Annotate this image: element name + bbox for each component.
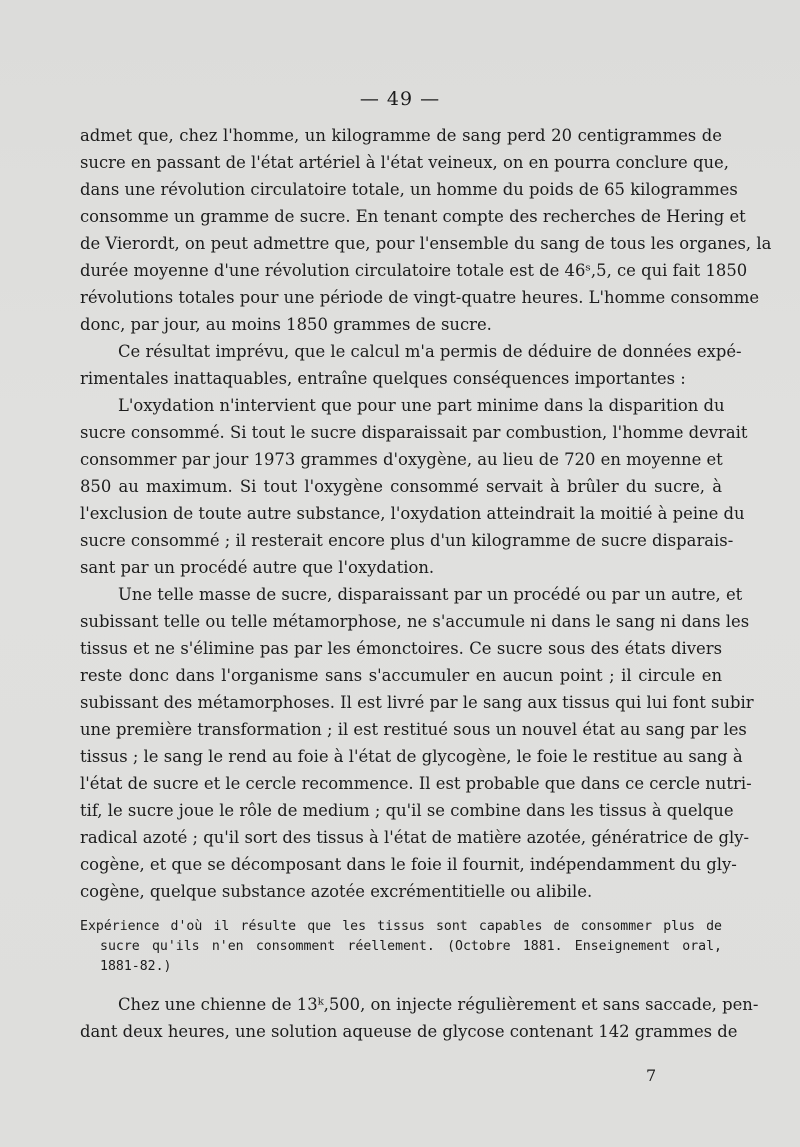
text-line: durée moyenne d'une révolution circulatoire totale est de 46ˢ,5, ce qui fait 1850	[80, 261, 748, 280]
text-line: cogène, et que se décomposant dans le foie il fournit, indépendamment du gly-	[80, 855, 737, 874]
page-body	[80, 122, 772, 1045]
text-line: L'oxydation n'intervient que pour une part minime dans la disparition du	[118, 396, 725, 415]
text-line: de Vierordt, on peut admettre que, pour l'ensemble du sang de tous les organes, la	[80, 234, 772, 253]
text-line: l'état de sucre et le cercle recommence. Il est probable que dans ce cercle nutri-	[80, 774, 752, 793]
paragraph	[80, 392, 748, 581]
text-line: sucre consommé. Si tout le sucre disparaissait par combustion, l'homme devrait	[80, 423, 748, 442]
text-line: sant par un procédé autre que l'oxydation.	[80, 558, 435, 577]
heading-line: 1881-82.)	[100, 959, 172, 974]
text-line: rimentales inattaquables, entraîne quelques conséquences importantes :	[80, 369, 686, 388]
heading-line: Expérience d'où il résulte que les tissus sont capables de consommer plus de	[80, 919, 722, 934]
section-heading	[80, 917, 722, 977]
text-line: tissus et ne s'élimine pas par les émonctoires. Ce sucre sous des états divers	[80, 639, 722, 658]
text-line: sucre en passant de l'état artériel à l'état veineux, on en pourra conclure que,	[80, 153, 729, 172]
text-line: révolutions totales pour une période de vingt-quatre heures. L'homme consomme	[80, 288, 760, 307]
text-line: dant deux heures, une solution aqueuse de glycose contenant 142 grammes de	[80, 1022, 738, 1041]
heading-line: sucre qu'ils n'en consomment réellement. (Octobre 1881. Enseignement oral,	[100, 939, 722, 954]
paragraph	[80, 991, 759, 1045]
text-line: l'exclusion de toute autre substance, l'oxydation atteindrait la moitié à peine du	[80, 504, 745, 523]
text-line: tissus ; le sang le rend au foie à l'état de glycogène, le foie le restitue au sang à	[80, 747, 743, 766]
text-line: donc, par jour, au moins 1850 grammes de sucre.	[80, 315, 492, 334]
text-line: Ce résultat imprévu, que le calcul m'a permis de déduire de données expé-	[118, 342, 742, 361]
signature-mark: 7	[646, 1066, 657, 1085]
paragraph	[80, 338, 742, 392]
text-line: une première transformation ; il est restitué sous un nouvel état au sang par les	[80, 720, 747, 739]
page-number: — 49 —	[359, 88, 441, 110]
text-line: Chez une chienne de 13ᵏ,500, on injecte régulièrement et sans saccade, pen-	[118, 995, 759, 1014]
paragraph	[80, 581, 754, 905]
text-line: dans une révolution circulatoire totale, un homme du poids de 65 kilogrammes	[80, 180, 738, 199]
paragraph	[80, 122, 772, 338]
text-line: consommer par jour 1973 grammes d'oxygène, au lieu de 720 en moyenne et	[80, 450, 723, 469]
text-line: subissant des métamorphoses. Il est livré par le sang aux tissus qui lui font subir	[80, 693, 754, 712]
text-line: 850 au maximum. Si tout l'oxygène consommé servait à brûler du sucre, à	[80, 477, 722, 496]
text-line: consomme un gramme de sucre. En tenant compte des recherches de Hering et	[80, 207, 746, 226]
text-line: Une telle masse de sucre, disparaissant par un procédé ou par un autre, et	[118, 585, 743, 604]
text-line: subissant telle ou telle métamorphose, ne s'accumule ni dans le sang ni dans les	[80, 612, 750, 631]
text-line: cogène, quelque substance azotée excrémentitielle ou alibile.	[80, 882, 593, 901]
text-line: reste donc dans l'organisme sans s'accumuler en aucun point ; il circule en	[80, 666, 722, 685]
text-line: admet que, chez l'homme, un kilogramme de sang perd 20 centigrammes de	[80, 126, 722, 145]
text-line: tif, le sucre joue le rôle de medium ; qu'il se combine dans les tissus à quelque	[80, 801, 734, 820]
text-line: radical azoté ; qu'il sort des tissus à l'état de matière azotée, génératrice de gly-	[80, 828, 750, 847]
text-line: sucre consommé ; il resterait encore plus d'un kilogramme de sucre disparais-	[80, 531, 734, 550]
